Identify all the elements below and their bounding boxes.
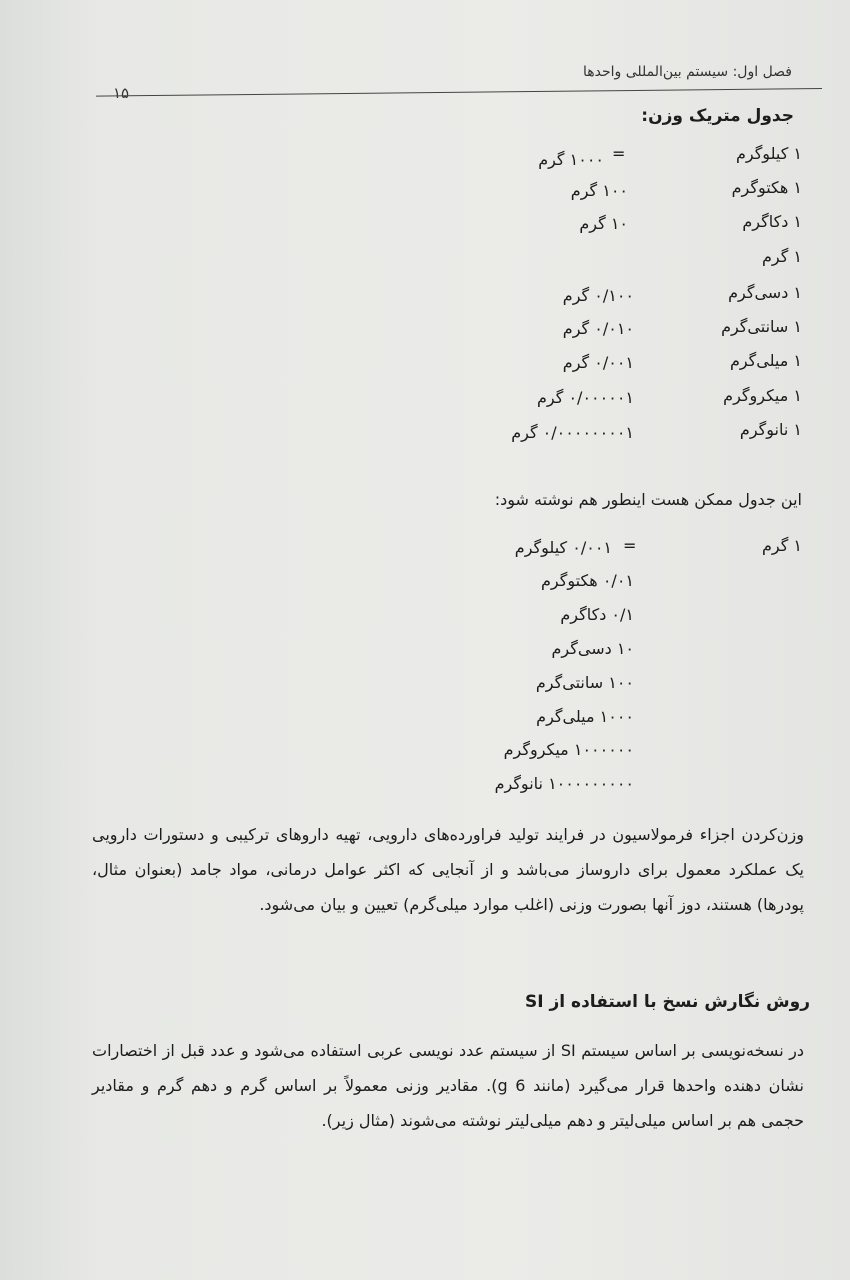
table1-row-value: ۱۰۰ گرم (570, 181, 628, 200)
table1-row-unit: ۱ دکاگرم (742, 212, 802, 231)
table1-row-unit: ۱ دسی‌گرم (728, 283, 802, 302)
table1-title: جدول متریک وزن: (641, 106, 794, 126)
equals-sign: = (623, 536, 637, 555)
table2-row: ۱۰۰۰ میلی‌گرم (536, 707, 634, 726)
table2-row: ۰/۰۱ هکتوگرم (541, 571, 634, 590)
table1-row-unit: ۱ میلی‌گرم (729, 351, 802, 370)
table2-row: ۰/۱ دکاگرم (560, 605, 634, 624)
table1-row-unit: ۱ میکروگرم (723, 386, 802, 405)
section-heading: روش نگارش نسخ با استفاده از SI (525, 992, 810, 1012)
header-rule (96, 88, 822, 97)
table1-row-unit: ۱ سانتی‌گرم (721, 317, 802, 336)
table2-row: ۰/۰۰۱ کیلوگرم (514, 538, 612, 557)
table2-row: ۱۰ دسی‌گرم (551, 639, 634, 658)
table1-row-value: ۰/۰۰۰۰۰۱ گرم (537, 388, 634, 407)
chapter-header: فصل اول: سیستم بین‌المللی واحدها (582, 64, 792, 80)
table2-intro: این جدول ممکن هست اینطور هم نوشته شود: (494, 490, 802, 509)
table1-row-unit: ۱ نانوگرم (739, 420, 802, 439)
equals-sign: = (612, 144, 626, 163)
table2-row: ۱۰۰ سانتی‌گرم (535, 673, 634, 692)
table1-row-value: ۱۰۰۰ گرم (538, 150, 604, 169)
table2-unit: ۱ گرم (761, 536, 802, 555)
body-paragraph: وزن‌کردن اجزاء فرمولاسیون در فرایند تولید فراورده‌های دارویی، تهیه داروهای ترکیبی و دستورات دارویی یک عملکرد معمول برای داروساز می‌باشد و از آنجایی که اکثر عوامل درمانی، مواد جامد (بعنوان مثال، پودرها) هستند، دوز آنها بصورت وزنی (اغلب موارد میلی‌گرم) تعیین و بیان می‌شود. (92, 825, 804, 914)
table1-row-value: ۰/۰۰۱ گرم (562, 353, 634, 372)
table1-row-value: ۰/۰۱۰ گرم (562, 319, 634, 338)
table1-row-value: ۰/۱۰۰ گرم (562, 286, 634, 305)
table2-row: ۱۰۰۰۰۰۰ میکروگرم (503, 740, 634, 759)
table1-row-unit: ۱ کیلوگرم (735, 144, 802, 163)
table1-row-unit: ۱ گرم (761, 247, 802, 266)
table1-row-value: ۰/۰۰۰۰۰۰۰۰۱ گرم (511, 423, 634, 442)
table2-row: ۱۰۰۰۰۰۰۰۰۰ نانوگرم (494, 774, 634, 793)
page-number: ۱۵ (113, 84, 130, 102)
table1-row-unit: ۱ هکتوگرم (731, 178, 802, 197)
table1-row-value: ۱۰ گرم (579, 214, 628, 233)
body-paragraph: در نسخه‌نویسی بر اساس سیستم SI از سیستم عدد نویسی عربی استفاده می‌شود و عدد قبل از اختصارات نشان دهنده واحدها قرار می‌گیرد (مانند 6 g). مقادیر وزنی معمولاً بر اساس گرم و دهم گرم و مقادیر حجمی هم بر اساس میلی‌لیتر و دهم میلی‌لیتر نوشته می‌شوند (مثال زیر). (92, 1041, 805, 1130)
